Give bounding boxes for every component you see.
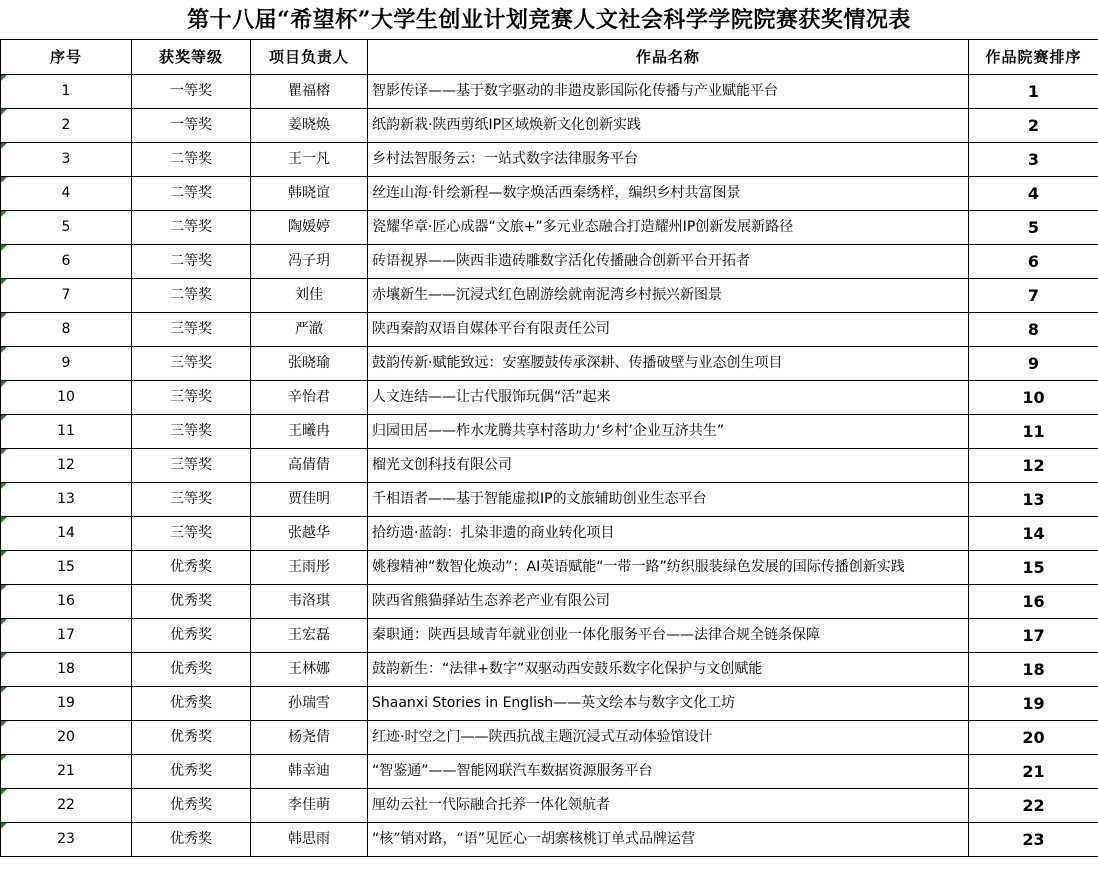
cell-award[interactable] <box>132 517 251 551</box>
cell-rank-text: 17 <box>1022 626 1045 645</box>
cell-index[interactable] <box>1 517 132 551</box>
cell-index-text: 4 <box>61 185 71 201</box>
cell-rank-text: 22 <box>1022 796 1045 815</box>
cell-project[interactable] <box>368 585 969 619</box>
cell-marker-icon <box>1 415 7 421</box>
cell-project[interactable] <box>368 517 969 551</box>
cell-project[interactable] <box>368 687 969 721</box>
cell-award-text: 二等奖 <box>170 185 212 201</box>
cell-award[interactable] <box>132 415 251 449</box>
cell-marker-icon <box>1 313 7 319</box>
cell-index-text: 11 <box>57 423 75 439</box>
cell-award-text: 二等奖 <box>170 287 212 303</box>
cell-index[interactable] <box>1 109 132 143</box>
cell-index-text: 13 <box>57 491 75 507</box>
cell-marker-icon <box>1 143 7 149</box>
cell-leader-text: 王曦冉 <box>288 423 330 439</box>
cell-rank-text: 1 <box>1027 82 1040 101</box>
cell-project-text: 榴光文创科技有限公司 <box>372 457 512 473</box>
cell-index-text: 15 <box>57 559 75 575</box>
cell-index[interactable] <box>1 313 132 347</box>
cell-index-text: 1 <box>61 83 71 99</box>
cell-project[interactable] <box>368 823 969 857</box>
table-row <box>1 483 1098 517</box>
cell-index[interactable] <box>1 585 132 619</box>
cell-leader-text: 刘佳 <box>295 287 323 303</box>
table-row <box>1 381 1098 415</box>
cell-rank-text: 9 <box>1027 354 1040 373</box>
cell-project[interactable] <box>368 483 969 517</box>
cell-project-text: 陕西秦韵双语自媒体平台有限责任公司 <box>372 321 610 337</box>
cell-rank[interactable] <box>969 279 1098 313</box>
cell-award[interactable] <box>132 721 251 755</box>
cell-award[interactable] <box>132 109 251 143</box>
cell-award[interactable] <box>132 279 251 313</box>
table-row <box>1 449 1098 483</box>
cell-rank[interactable] <box>969 415 1098 449</box>
cell-leader-text: 王林娜 <box>288 661 330 677</box>
cell-leader[interactable] <box>251 211 368 245</box>
cell-project[interactable] <box>368 313 969 347</box>
cell-leader[interactable] <box>251 381 368 415</box>
cell-project[interactable] <box>368 177 969 211</box>
cell-rank-text: 16 <box>1022 592 1045 611</box>
cell-leader[interactable] <box>251 415 368 449</box>
cell-project-text: 归园田居——柞水龙腾共享村落助力‘乡村’企业互济共生” <box>372 423 725 439</box>
cell-rank-text: 21 <box>1022 762 1045 781</box>
cell-project-text: 陕西省熊猫驿站生态养老产业有限公司 <box>372 593 610 609</box>
cell-award[interactable] <box>132 211 251 245</box>
cell-index-text: 10 <box>57 389 75 405</box>
cell-index[interactable] <box>1 143 132 177</box>
table-row <box>1 687 1098 721</box>
cell-award-text: 优秀奖 <box>170 695 212 711</box>
cell-rank[interactable] <box>969 755 1098 789</box>
cell-index[interactable] <box>1 279 132 313</box>
cell-project-text: 红迹·时空之门——陕西抗战主题沉浸式互动体验馆设计 <box>372 729 713 745</box>
table-row <box>1 75 1098 109</box>
cell-rank[interactable] <box>969 789 1098 823</box>
cell-marker-icon <box>1 347 7 353</box>
cell-leader[interactable] <box>251 789 368 823</box>
cell-leader-text: 贾佳明 <box>288 491 330 507</box>
cell-rank[interactable] <box>969 381 1098 415</box>
table-row <box>1 789 1098 823</box>
cell-award-text: 二等奖 <box>170 253 212 269</box>
cell-leader[interactable] <box>251 449 368 483</box>
cell-index[interactable] <box>1 347 132 381</box>
cell-index[interactable] <box>1 449 132 483</box>
cell-award-text: 三等奖 <box>170 389 212 405</box>
cell-rank-text: 3 <box>1027 150 1040 169</box>
cell-index-text: 20 <box>57 729 75 745</box>
cell-rank[interactable] <box>969 551 1098 585</box>
cell-project-text: 乡村法智服务云：一站式数字法律服务平台 <box>372 151 638 167</box>
cell-project[interactable] <box>368 381 969 415</box>
cell-index-text: 21 <box>57 763 75 779</box>
cell-leader-text: 杨尧倩 <box>288 729 330 745</box>
cell-rank-text: 2 <box>1027 116 1040 135</box>
cell-index[interactable] <box>1 687 132 721</box>
cell-project-text: 人文连结——让古代服饰玩偶“活”起来 <box>372 389 611 405</box>
cell-marker-icon <box>1 381 7 387</box>
cell-index[interactable] <box>1 619 132 653</box>
cell-rank[interactable] <box>969 517 1098 551</box>
cell-award[interactable] <box>132 347 251 381</box>
cell-award[interactable] <box>132 449 251 483</box>
cell-leader-text: 陶媛婷 <box>288 219 330 235</box>
cell-index-text: 19 <box>57 695 75 711</box>
cell-rank[interactable] <box>969 483 1098 517</box>
cell-leader[interactable] <box>251 823 368 857</box>
col-header-rank[interactable]: 作品院赛排序 <box>969 40 1098 75</box>
cell-project[interactable] <box>368 211 969 245</box>
cell-leader-text: 辛怡君 <box>288 389 330 405</box>
cell-award[interactable] <box>132 483 251 517</box>
col-header-index[interactable]: 序号 <box>1 40 132 75</box>
cell-leader[interactable] <box>251 755 368 789</box>
cell-leader[interactable] <box>251 687 368 721</box>
cell-marker-icon <box>1 517 7 523</box>
cell-index-text: 3 <box>61 151 71 167</box>
col-header-project[interactable]: 作品名称 <box>368 40 969 75</box>
cell-leader[interactable] <box>251 279 368 313</box>
cell-marker-icon <box>1 721 7 727</box>
cell-rank-text: 19 <box>1022 694 1045 713</box>
cell-project[interactable] <box>368 279 969 313</box>
cell-award[interactable] <box>132 551 251 585</box>
cell-project-text: 智影传译——基于数字驱动的非遗皮影国际化传播与产业赋能平台 <box>372 83 778 99</box>
cell-index-text: 12 <box>57 457 75 473</box>
cell-rank[interactable] <box>969 313 1098 347</box>
cell-project[interactable] <box>368 721 969 755</box>
cell-award-text: 二等奖 <box>170 151 212 167</box>
cell-index-text: 23 <box>57 831 75 847</box>
table-row <box>1 143 1098 177</box>
cell-rank[interactable] <box>969 449 1098 483</box>
cell-leader-text: 张晓瑜 <box>288 355 330 371</box>
cell-leader-text: 姜晓焕 <box>288 117 330 133</box>
cell-project[interactable] <box>368 415 969 449</box>
cell-index-text: 8 <box>61 321 71 337</box>
cell-marker-icon <box>1 789 7 795</box>
cell-leader-text: 严澈 <box>295 321 323 337</box>
table-row <box>1 755 1098 789</box>
cell-award-text: 优秀奖 <box>170 763 212 779</box>
cell-leader[interactable] <box>251 75 368 109</box>
cell-index[interactable] <box>1 551 132 585</box>
cell-leader[interactable] <box>251 177 368 211</box>
cell-award[interactable] <box>132 177 251 211</box>
cell-rank-text: 11 <box>1022 422 1045 441</box>
cell-award[interactable] <box>132 381 251 415</box>
cell-award-text: 优秀奖 <box>170 661 212 677</box>
cell-index[interactable] <box>1 177 132 211</box>
cell-project-text: 拾纺遗·蓝韵：扎染非遗的商业转化项目 <box>372 525 615 541</box>
cell-award[interactable] <box>132 789 251 823</box>
cell-rank-text: 23 <box>1022 830 1045 849</box>
cell-project-text: Shaanxi Stories in English——英文绘本与数字文化工坊 <box>372 695 736 711</box>
cell-rank-text: 6 <box>1027 252 1040 271</box>
table-row <box>1 313 1098 347</box>
cell-index[interactable] <box>1 823 132 857</box>
cell-marker-icon <box>1 449 7 455</box>
table-row <box>1 177 1098 211</box>
cell-index-text: 5 <box>61 219 71 235</box>
table-row <box>1 823 1098 857</box>
cell-leader-text: 冯子玥 <box>288 253 330 269</box>
cell-project[interactable] <box>368 449 969 483</box>
cell-marker-icon <box>1 551 7 557</box>
cell-marker-icon <box>1 75 7 81</box>
cell-leader-text: 高倩倩 <box>288 457 330 473</box>
cell-award-text: 优秀奖 <box>170 831 212 847</box>
cell-award-text: 优秀奖 <box>170 559 212 575</box>
table-row <box>1 279 1098 313</box>
cell-index-text: 16 <box>57 593 75 609</box>
cell-marker-icon <box>1 279 7 285</box>
cell-rank-text: 18 <box>1022 660 1045 679</box>
cell-award[interactable] <box>132 687 251 721</box>
header-row <box>1 40 1098 75</box>
cell-rank-text: 20 <box>1022 728 1045 747</box>
cell-leader[interactable] <box>251 109 368 143</box>
cell-index-text: 18 <box>57 661 75 677</box>
cell-leader[interactable] <box>251 245 368 279</box>
cell-project-text: 丝连山海·针绘新程—数字焕活西秦绣样，编织乡村共富图景 <box>372 185 741 201</box>
cell-index[interactable] <box>1 483 132 517</box>
cell-index-text: 22 <box>57 797 75 813</box>
table-body <box>1 75 1098 857</box>
cell-leader-text: 王雨彤 <box>288 559 330 575</box>
cell-index-text: 7 <box>61 287 71 303</box>
cell-project[interactable] <box>368 755 969 789</box>
cell-leader-text: 韩幸迪 <box>288 763 330 779</box>
cell-rank[interactable] <box>969 75 1098 109</box>
cell-award[interactable] <box>132 143 251 177</box>
table-row <box>1 653 1098 687</box>
cell-project-text: “智鉴通”——智能网联汽车数据资源服务平台 <box>372 763 653 779</box>
cell-index[interactable] <box>1 755 132 789</box>
cell-award-text: 三等奖 <box>170 355 212 371</box>
table-row <box>1 211 1098 245</box>
cell-leader[interactable] <box>251 347 368 381</box>
cell-index[interactable] <box>1 211 132 245</box>
col-header-leader[interactable]: 项目负责人 <box>251 40 368 75</box>
awards-table <box>0 39 1098 857</box>
cell-project-text: 鼓韵传新·赋能致远：安塞腰鼓传承深耕、传播破壁与业态创生项目 <box>372 355 783 371</box>
cell-project[interactable] <box>368 143 969 177</box>
cell-index-text: 17 <box>57 627 75 643</box>
cell-index-text: 9 <box>61 355 71 371</box>
cell-project[interactable] <box>368 653 969 687</box>
table-row <box>1 551 1098 585</box>
cell-award[interactable] <box>132 75 251 109</box>
cell-marker-icon <box>1 653 7 659</box>
cell-leader-text: 瞿福榕 <box>288 83 330 99</box>
table-row <box>1 721 1098 755</box>
cell-rank-text: 5 <box>1027 218 1040 237</box>
cell-award-text: 一等奖 <box>170 83 212 99</box>
table-row <box>1 109 1098 143</box>
cell-index[interactable] <box>1 415 132 449</box>
cell-rank-text: 13 <box>1022 490 1045 509</box>
cell-marker-icon <box>1 755 7 761</box>
cell-award[interactable] <box>132 755 251 789</box>
cell-leader-text: 韩思雨 <box>288 831 330 847</box>
cell-project[interactable] <box>368 789 969 823</box>
cell-project-text: 千相语者——基于智能虚拟IP的文旅辅助创业生态平台 <box>372 491 707 507</box>
cell-rank[interactable] <box>969 245 1098 279</box>
cell-index[interactable] <box>1 245 132 279</box>
col-header-award[interactable]: 获奖等级 <box>132 40 251 75</box>
cell-leader-text: 王一凡 <box>288 151 330 167</box>
cell-rank-text: 15 <box>1022 558 1045 577</box>
cell-marker-icon <box>1 823 7 829</box>
cell-award-text: 二等奖 <box>170 219 212 235</box>
cell-marker-icon <box>1 211 7 217</box>
cell-marker-icon <box>1 483 7 489</box>
cell-rank[interactable] <box>969 143 1098 177</box>
cell-project-text: 砖语视界——陕西非遗砖雕数字活化传播融合创新平台开拓者 <box>372 253 750 269</box>
cell-rank-text: 8 <box>1027 320 1040 339</box>
cell-leader-text: 韦洛琪 <box>288 593 330 609</box>
cell-index[interactable] <box>1 75 132 109</box>
cell-project[interactable] <box>368 109 969 143</box>
cell-rank[interactable] <box>969 823 1098 857</box>
cell-leader-text: 王宏磊 <box>288 627 330 643</box>
cell-marker-icon <box>1 177 7 183</box>
cell-marker-icon <box>1 585 7 591</box>
cell-leader[interactable] <box>251 517 368 551</box>
cell-project[interactable] <box>368 619 969 653</box>
table-row <box>1 517 1098 551</box>
cell-award-text: 三等奖 <box>170 423 212 439</box>
cell-award-text: 三等奖 <box>170 457 212 473</box>
cell-marker-icon <box>1 245 7 251</box>
cell-index-text: 6 <box>61 253 71 269</box>
cell-award[interactable] <box>132 619 251 653</box>
cell-project-text: 厘幼云社一代际融合托养一体化领航者 <box>372 797 610 813</box>
cell-rank[interactable] <box>969 619 1098 653</box>
cell-project[interactable] <box>368 75 969 109</box>
table-row <box>1 585 1098 619</box>
cell-index-text: 2 <box>61 117 71 133</box>
sheet-title: 第十八届“希望杯”大学生创业计划竞赛人文社会科学学院院赛获奖情况表 <box>187 7 911 33</box>
cell-leader-text: 韩晓谊 <box>288 185 330 201</box>
cell-rank-text: 4 <box>1027 184 1040 203</box>
cell-rank[interactable] <box>969 653 1098 687</box>
cell-leader[interactable] <box>251 653 368 687</box>
cell-award[interactable] <box>132 653 251 687</box>
cell-leader[interactable] <box>251 313 368 347</box>
cell-marker-icon <box>1 687 7 693</box>
cell-project[interactable] <box>368 245 969 279</box>
cell-leader[interactable] <box>251 619 368 653</box>
cell-leader-text: 张越华 <box>288 525 330 541</box>
cell-award[interactable] <box>132 585 251 619</box>
cell-rank-text: 10 <box>1022 388 1045 407</box>
cell-award-text: 三等奖 <box>170 321 212 337</box>
cell-award-text: 优秀奖 <box>170 593 212 609</box>
cell-project-text: 姚穆精神“数智化焕动”：AI英语赋能“一带一路”纺织服装绿色发展的国际传播创新实践 <box>372 559 905 575</box>
table-row <box>1 415 1098 449</box>
cell-leader[interactable] <box>251 585 368 619</box>
cell-leader[interactable] <box>251 551 368 585</box>
cell-rank[interactable] <box>969 721 1098 755</box>
cell-award-text: 优秀奖 <box>170 627 212 643</box>
cell-rank-text: 14 <box>1022 524 1045 543</box>
cell-rank-text: 7 <box>1027 286 1040 305</box>
cell-leader[interactable] <box>251 483 368 517</box>
cell-project-text: 鼓韵新生：“法律+数字”双驱动西安鼓乐数字化保护与文创赋能 <box>372 661 763 677</box>
cell-project-text: 赤壤新生——沉浸式红色剧游绘就南泥湾乡村振兴新图景 <box>372 287 722 303</box>
cell-leader[interactable] <box>251 721 368 755</box>
cell-rank[interactable] <box>969 109 1098 143</box>
cell-award[interactable] <box>132 823 251 857</box>
cell-rank[interactable] <box>969 211 1098 245</box>
cell-index[interactable] <box>1 653 132 687</box>
cell-award-text: 三等奖 <box>170 525 212 541</box>
cell-index[interactable] <box>1 789 132 823</box>
cell-leader[interactable] <box>251 143 368 177</box>
cell-marker-icon <box>1 109 7 115</box>
cell-award[interactable] <box>132 313 251 347</box>
table-row <box>1 245 1098 279</box>
cell-award-text: 优秀奖 <box>170 797 212 813</box>
cell-project-text: 秦职通：陕西县域青年就业创业一体化服务平台——法律合规全链条保障 <box>372 627 820 643</box>
cell-award[interactable] <box>132 245 251 279</box>
cell-leader-text: 李佳萌 <box>288 797 330 813</box>
cell-project[interactable] <box>368 551 969 585</box>
cell-rank[interactable] <box>969 585 1098 619</box>
cell-rank[interactable] <box>969 177 1098 211</box>
cell-marker-icon <box>1 619 7 625</box>
cell-index-text: 14 <box>57 525 75 541</box>
cell-index[interactable] <box>1 721 132 755</box>
cell-rank[interactable] <box>969 687 1098 721</box>
cell-project-text: “核”销对路，“语”见匠心一胡寨核桃订单式品牌运营 <box>372 831 696 847</box>
cell-rank-text: 12 <box>1022 456 1045 475</box>
cell-rank[interactable] <box>969 347 1098 381</box>
cell-award-text: 优秀奖 <box>170 729 212 745</box>
cell-award-text: 一等奖 <box>170 117 212 133</box>
cell-project-text: 纸韵新栽·陕西剪纸IP区域焕新文化创新实践 <box>372 117 642 133</box>
cell-award-text: 三等奖 <box>170 491 212 507</box>
table-row <box>1 619 1098 653</box>
cell-project[interactable] <box>368 347 969 381</box>
cell-leader-text: 孙瑞雪 <box>288 695 330 711</box>
table-row <box>1 347 1098 381</box>
cell-project-text: 瓷耀华章·匠心成器“文旅+”多元业态融合打造耀州IP创新发展新路径 <box>372 219 794 235</box>
cell-index[interactable] <box>1 381 132 415</box>
